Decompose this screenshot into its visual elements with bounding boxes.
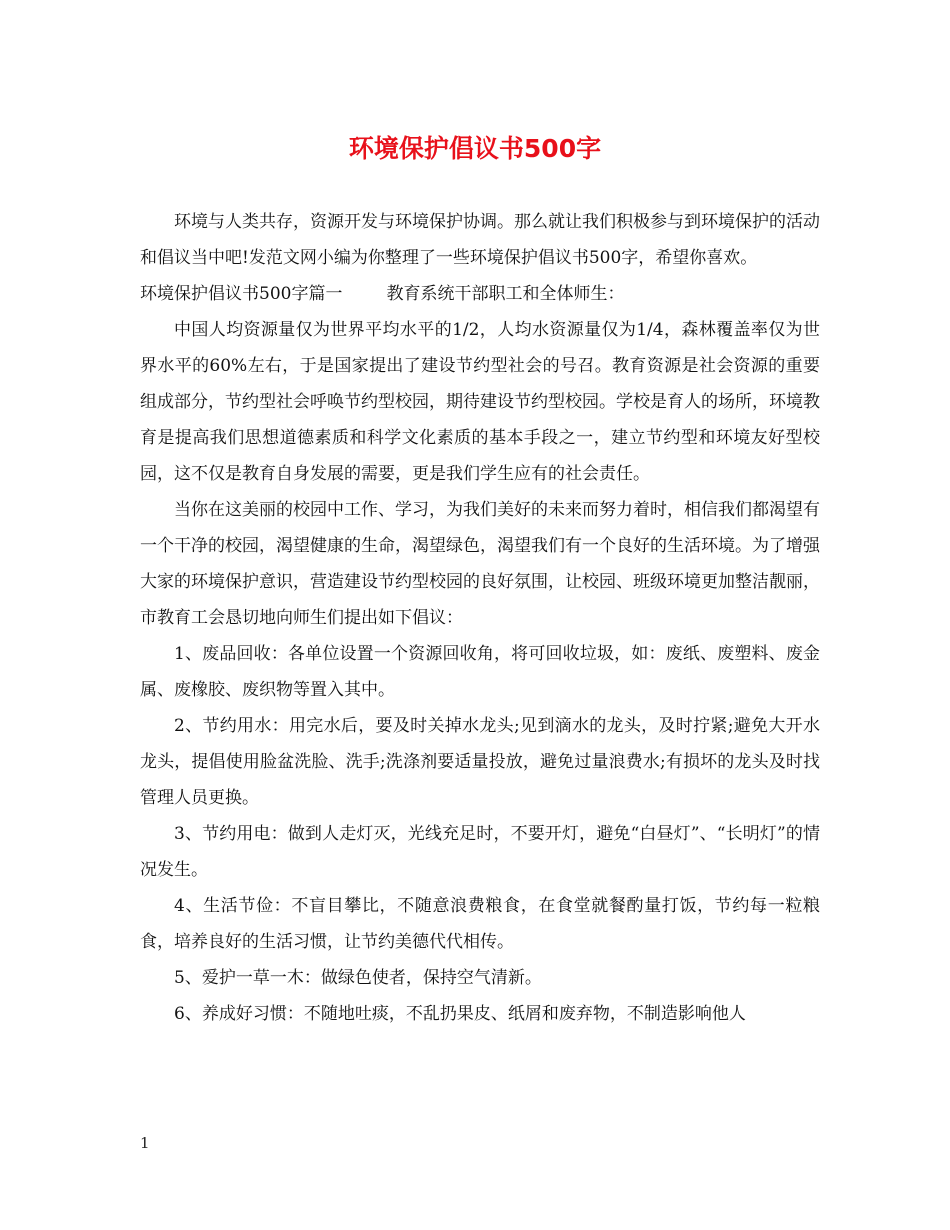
document-body [140, 204, 820, 1032]
proposal-item: 3、节约用电：做到人走灯灭，光线充足时，不要开灯，避免“白昼灯”、“长明灯”的情况发生。 [140, 824, 820, 880]
proposal-item: 6、养成好习惯：不随地吐痰，不乱扔果皮、纸屑和废弃物，不制造影响他人 [174, 1004, 746, 1024]
section-heading: 环境保护倡议书500字篇一 [140, 284, 343, 304]
salutation: 教育系统干部职工和全体师生： [386, 284, 625, 304]
page-number: 1 [140, 1134, 150, 1152]
intro-paragraph: 环境与人类共存，资源开发与环境保护协调。那么就让我们积极参与到环境保护的活动和倡议当中吧!发范文网小编为你整理了一些环境保护倡议书500字，希望你喜欢。 [140, 212, 820, 268]
page-title: 环境保护倡议书500字 [348, 134, 602, 163]
section-heading-line [140, 276, 820, 312]
proposal-item: 2、节约用水：用完水后，要及时关掉水龙头;见到滴水的龙头，及时拧紧;避免大开水龙头，提倡使用脸盆洗脸、洗手;洗涤剂要适量投放，避免过量浪费水;有损坏的龙头及时找管理人员更换。 [140, 716, 820, 808]
body-paragraph: 中国人均资源量仅为世界平均水平的1/2，人均水资源量仅为1/4，森林覆盖率仅为世界水平的60%左右，于是国家提出了建设节约型社会的号召。教育资源是社会资源的重要组成部分，节约型社会呼唤节约型校园，期待建设节约型校园。学校是育人的场所，环境教育是提高我们思想道德素质和科学文化素质的基本手段之一，建立节约型和环境友好型校园，这不仅是教育自身发展的需要，更是我们学生应有的社会责任。 [140, 320, 820, 484]
proposal-item: 5、爱护一草一木：做绿色使者，保持空气清新。 [174, 968, 542, 988]
proposal-item: 4、生活节俭：不盲目攀比，不随意浪费粮食，在食堂就餐酌量打饭，节约每一粒粮食，培养良好的生活习惯，让节约美德代代相传。 [140, 896, 820, 952]
proposal-item: 1、废品回收：各单位设置一个资源回收角，将可回收垃圾，如：废纸、废塑料、废金属、废橡胶、废织物等置入其中。 [140, 644, 820, 700]
body-paragraph: 当你在这美丽的校园中工作、学习，为我们美好的未来而努力着时，相信我们都渴望有一个干净的校园，渴望健康的生命，渴望绿色，渴望我们有一个良好的生活环境。为了增强大家的环境保护意识，营造建设节约型校园的良好氛围，让校园、班级环境更加整洁靓丽，市教育工会恳切地向师生们提出如下倡议： [140, 500, 820, 628]
